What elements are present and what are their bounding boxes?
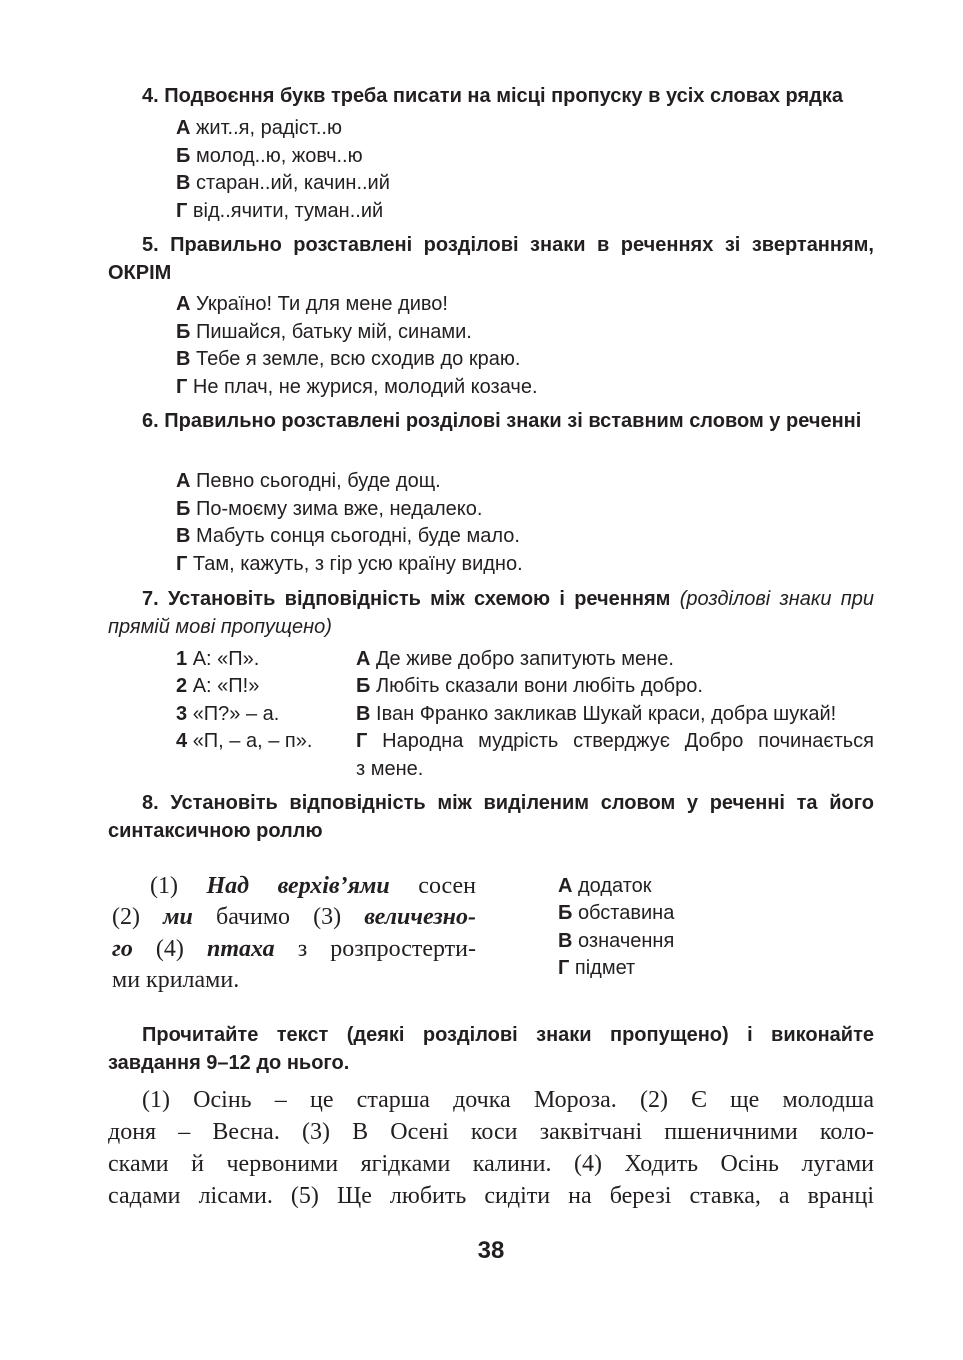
q8-sentence-line-3 <box>112 934 476 966</box>
q5-option-d <box>176 374 538 401</box>
question-5-title <box>108 231 874 287</box>
option-text: По-моєму зима вже, недалеко. <box>195 498 483 520</box>
q5-option-c <box>176 346 520 373</box>
highlighted-word: го <box>112 936 133 962</box>
scheme-number: 4 <box>176 730 188 752</box>
option-text: Там, кажуть, з гір усю країну видно. <box>192 553 523 575</box>
role-text: додаток <box>578 875 652 897</box>
option-letter: Г <box>356 730 368 752</box>
q7-scheme-4 <box>176 728 312 755</box>
text-fragment: ми крилами. <box>112 967 240 993</box>
question-7-title-bold: 7. Установіть відповідність між схемою і реченням <box>142 588 671 610</box>
option-text: Тебе я земле, всю сходив до краю. <box>196 348 521 370</box>
option-letter: Б <box>558 902 573 924</box>
q8-role-c <box>558 928 674 956</box>
option-letter: В <box>356 703 371 725</box>
q8-role-b <box>558 900 674 928</box>
q5-option-a <box>176 291 448 318</box>
q6-option-c <box>176 523 520 550</box>
q6-option-a <box>176 468 441 495</box>
option-letter: В <box>176 348 191 370</box>
reading-text-line-1: (1) Осінь – це старша дочка Мороза. (2) Є ще молодша <box>142 1087 874 1113</box>
highlighted-word: птаха <box>206 936 275 962</box>
question-8-title-line2: синтаксичною роллю <box>108 820 323 842</box>
text-fragment: сосен <box>389 873 476 899</box>
question-5-title-line1: 5. Правильно розставлені розділові знаки в реченнях зі звертанням, <box>142 234 874 256</box>
q6-option-d <box>176 551 523 578</box>
option-letter: Г <box>176 553 188 575</box>
q4-option-b <box>176 143 363 170</box>
text-fragment: з розпростерти- <box>274 936 476 962</box>
q7-scheme-2 <box>176 673 259 700</box>
q8-sentence-line-2 <box>112 902 476 934</box>
role-text: підмет <box>574 957 636 979</box>
option-text: Пишайся, батьку мій, синами. <box>195 321 472 343</box>
option-letter: Б <box>176 321 191 343</box>
option-letter: А <box>558 875 573 897</box>
sentence-text: Іван Франко закликав Шукай краси, добра шукай! <box>376 703 837 725</box>
text-fragment: (4) <box>132 936 207 962</box>
option-text: Певно сьогодні, буде дощ. <box>196 470 441 492</box>
scheme-text: А: «П». <box>192 648 260 670</box>
q8-role-d <box>558 955 635 983</box>
q5-option-b <box>176 319 472 346</box>
option-text: Мабуть сонця сьогодні, буде мало. <box>196 525 520 547</box>
option-text: молод..ю, жовч..ю <box>195 145 363 167</box>
option-letter: Б <box>176 145 191 167</box>
scheme-text: А: «П!» <box>192 675 260 697</box>
question-7-title-line2: прямій мові пропущено) <box>108 616 332 638</box>
text-fragment: бачимо (3) <box>192 904 365 930</box>
option-letter: Б <box>356 675 371 697</box>
option-letter: Б <box>176 498 191 520</box>
q7-sentence-d <box>356 728 874 755</box>
q7-sentence-d-continuation <box>356 756 874 783</box>
option-letter: Г <box>558 957 570 979</box>
page-number: 38 <box>477 1237 505 1264</box>
text-fragment: (1) <box>150 873 207 899</box>
option-letter: В <box>558 930 573 952</box>
option-letter: В <box>176 172 191 194</box>
option-letter: А <box>176 117 191 139</box>
highlighted-word: ми <box>163 904 193 930</box>
reading-text-line-3: сками й червоними ягідками калини. (4) Ходить Осінь лугами <box>108 1151 874 1177</box>
option-text: від..ячити, туман..ий <box>192 200 384 222</box>
question-7-title-italic: (розділові знаки при <box>679 588 874 610</box>
q4-option-d <box>176 198 383 225</box>
question-5-title-line2: ОКРІМ <box>108 262 172 284</box>
text-fragment: (2) <box>112 904 164 930</box>
option-text: Не плач, не журися, молодий козаче. <box>192 376 538 398</box>
scheme-text: «П?» – а. <box>192 703 280 725</box>
scheme-number: 3 <box>176 703 188 725</box>
option-letter: Г <box>176 376 188 398</box>
question-8-title <box>108 789 874 845</box>
question-6-title-line2: реченні <box>786 410 862 432</box>
reading-instruction-line2: завдання 9–12 до нього. <box>108 1052 350 1074</box>
question-8-title-line1: 8. Установіть відповідність між виділеним словом у реченні та його <box>142 792 874 814</box>
scheme-number: 1 <box>176 648 188 670</box>
q7-scheme-1 <box>176 646 259 673</box>
q8-sentence-line-1 <box>112 871 476 903</box>
option-letter: А <box>176 470 191 492</box>
q8-role-a <box>558 873 652 901</box>
sentence-text: Народна мудрість стверджує Добро починається <box>382 730 875 752</box>
question-7-title <box>108 585 874 641</box>
q8-sentence-line-4 <box>112 965 476 997</box>
q7-sentence-b <box>356 673 874 700</box>
q4-option-a <box>176 115 342 142</box>
sentence-text: Де живе добро запитують мене. <box>376 648 674 670</box>
role-text: означення <box>578 930 675 952</box>
sentence-text: з мене. <box>356 758 424 780</box>
option-letter: В <box>176 525 191 547</box>
option-text: старан..ий, качин..ий <box>196 172 390 194</box>
option-text: жит..я, радіст..ю <box>196 117 342 139</box>
reading-text-line-2: доня – Весна. (3) В Осені коси заквітчані пшеничними коло- <box>108 1119 874 1145</box>
reading-instruction-line1: Прочитайте текст (деякі розділові знаки пропущено) і виконайте <box>142 1024 874 1046</box>
reading-text-line-4: садами лісами. (5) Ще любить сидіти на березі ставка, а вранці <box>108 1183 874 1209</box>
option-letter: А <box>356 648 371 670</box>
q7-sentence-c <box>356 701 874 728</box>
highlighted-word: Над верхів’ями <box>206 873 390 899</box>
highlighted-word: величезно- <box>364 904 476 930</box>
question-4-title: 4. Подвоєння букв треба писати на місці пропуску в усіх словах рядка <box>142 85 844 107</box>
scheme-number: 2 <box>176 675 188 697</box>
reading-instruction <box>108 1021 874 1077</box>
question-6-title <box>108 407 874 435</box>
q7-scheme-3 <box>176 701 279 728</box>
q4-option-c <box>176 170 390 197</box>
option-text: Україно! Ти для мене диво! <box>196 293 448 315</box>
option-letter: А <box>176 293 191 315</box>
q7-sentence-a <box>356 646 874 673</box>
q6-option-b <box>176 496 482 523</box>
scheme-text: «П, – а, – п». <box>192 730 313 752</box>
question-6-title-line1: 6. Правильно розставлені розділові знаки зі вставним словом у <box>142 410 781 432</box>
option-letter: Г <box>176 200 188 222</box>
role-text: обставина <box>577 902 675 924</box>
sentence-text: Любіть сказали вони любіть добро. <box>375 675 703 697</box>
